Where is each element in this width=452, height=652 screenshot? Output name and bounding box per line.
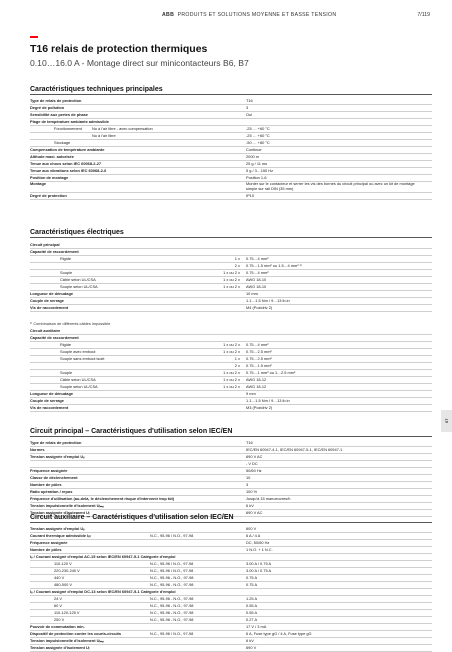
chapter-tab: 07 (441, 410, 452, 432)
row-value: 0.75…1 mm² ou 1…2.5 mm² (246, 370, 296, 375)
row-label: Classe de déclenchement (30, 475, 78, 480)
row-condition: N.C., 95-96 - N.O., 97-98 (150, 617, 194, 622)
row-value: 6 A, Fuse type gG / 4 A, Fuse type gG (246, 631, 312, 636)
row-label: Position de montage (30, 175, 69, 180)
row-quantity: 1 x ou 2 x (223, 342, 240, 347)
row-condition: N.C., 95-96 - N.O., 97-98 (150, 582, 194, 587)
row-quantity: 1 x (234, 256, 240, 261)
row-value: 0.75…4 mm² (246, 342, 269, 347)
row-value: DC, 50/60 Hz (246, 540, 270, 545)
row-value: M3 (Pozidriv 2) (246, 405, 273, 410)
row-value: IEC/EN 60947-4-1, IEC/EN 60947-5-1, IEC/EN 60947-1 (246, 447, 343, 452)
row-value: Oui (246, 112, 253, 117)
row-label: Vis de raccordement (30, 405, 69, 410)
row-value: 1.1…1.5 Nm / 9…13 lb.in (246, 398, 290, 403)
row-value: Continue (246, 147, 262, 152)
row-label: Longueur de dénudage (30, 391, 74, 396)
row-label: Sensibilité aux pertes de phase (30, 112, 88, 117)
row-value: 9 mm (246, 391, 256, 396)
row-label: Degré de pollution (30, 105, 65, 110)
row-value: 0.75…1.5 mm² ou 1.5…4 mm² ¹⁾ (246, 263, 302, 268)
table-row (30, 644, 432, 652)
row-condition: Souple (60, 270, 73, 275)
row-value: T16 (246, 440, 253, 445)
table-row (30, 304, 432, 312)
row-value: 690 V AC (246, 454, 263, 459)
row-value: Jusqu'à 15 manoeuvres/h (246, 496, 291, 501)
row-value: 600 V (246, 526, 257, 531)
row-quantity: 2 x (234, 263, 240, 268)
row-label: Fréquence d'utilisation (au-delà, le déclenchement risque d'intervenir trop tôt) (30, 496, 175, 501)
row-label: Nombre de pôles (30, 547, 62, 552)
row-value: -25 … +60 °C (246, 133, 270, 138)
row-label: 440 V (54, 575, 65, 580)
row-condition: N.C., 95-96 - N.O., 97-98 (150, 603, 194, 608)
row-label: Courant thermique admissible Iₜₕ (30, 533, 91, 538)
row-value: - V DC (246, 461, 258, 466)
row-label: 480-500 V (54, 582, 72, 587)
section-aux-circuit-title: Circuit auxiliaire – Caractéristiques d'utilisation selon IEC/EN (30, 514, 432, 523)
row-condition: Rigide (60, 256, 72, 261)
row-value: 690 V AC (246, 510, 263, 515)
row-value: 25 g / 11 ms (246, 161, 268, 166)
row-label: Pouvoir de commutation min. (30, 624, 85, 629)
row-label: Tenue aux vibrations selon IEC 60068-2-6 (30, 168, 107, 173)
row-value: 3.00 A / 0.75 A (246, 568, 272, 573)
section-general-title: Caractéristiques techniques principales (30, 86, 432, 95)
row-label: Tenue aux chocs selon IEC 60068-2-27 (30, 161, 102, 166)
row-label: Couple de serrage (30, 298, 64, 303)
row-label: Iₑ / Courant assigné d'emploi DC-13 selon IEC/EN 60947-5-1 Catégorie d'emploi (30, 589, 176, 594)
row-label: Tension impulsionnelle d'isolement Uᵢₘₚ (30, 503, 105, 508)
row-value: 6 kV (246, 503, 254, 508)
row-quantity: 1 x ou 2 x (223, 384, 240, 389)
row-label: Tension assignée d'isolement Uᵢ (30, 645, 90, 650)
row-label: Altitude maxi. autorisée (30, 154, 74, 159)
brand-label: ABB (162, 12, 175, 18)
row-value: 0.27 A (246, 617, 258, 622)
row-value: AWG 18-10 (246, 277, 267, 282)
row-value: AWG 18-12 (246, 384, 267, 389)
page-title: T16 relais de protection thermiques (30, 43, 208, 55)
row-label: 110-120 V (54, 561, 72, 566)
row-label: Normes (30, 447, 45, 452)
row-value: Position 1-6 (246, 175, 267, 180)
row-quantity: 1 x ou 2 x (223, 270, 240, 275)
row-quantity: 1 x ou 2 x (223, 277, 240, 282)
row-quantity: 1 x ou 2 x (223, 370, 240, 375)
row-condition: N.C., 95-96 / N.O., 97-98 (150, 568, 194, 573)
row-condition: N.C., 95-96 - N.O., 97-98 (150, 610, 194, 615)
row-condition: Souple selon UL/CSA (60, 284, 98, 289)
row-value: 0.55 A (246, 603, 258, 608)
section-electrical-title: Caractéristiques électriques (30, 229, 432, 238)
row-value: -25 … +60 °C (246, 126, 270, 131)
row-value: Monter sur le contacteur et serrer les vis des bornes du circuit principal ou avec un kit de montage simple sur rail DIN (35 mm) (246, 181, 415, 192)
header-section: PRODUITS ET SOLUTIONS MOYENNE ET BASSE TENSION (177, 12, 337, 18)
table-row (30, 192, 432, 200)
footnote: ¹⁾ Combinaison de différents câbles impossible (30, 321, 111, 326)
row-value: 0.75…2.5 mm² (246, 356, 272, 361)
row-quantity: 1 x ou 2 x (223, 377, 240, 382)
row-label: 110-120-125 V (54, 610, 80, 615)
page-subtitle: 0.10…16.0 A - Montage direct sur minicontacteurs B6, B7 (30, 58, 249, 68)
row-condition: Câble selon UL/CSA (60, 377, 96, 382)
row-label: 220-230-240 V (54, 568, 80, 573)
row-label: Capacité de raccordement (30, 335, 79, 340)
row-label: 250 V (54, 617, 65, 622)
row-condition: Nu à l'air libre - avec compensation (92, 126, 153, 131)
row-condition: N.C., 95-96 - N.O., 97-98 (150, 575, 194, 580)
row-value: 0.75…4 mm² (246, 270, 269, 275)
row-label: Dispositif de protection contre les courts-circuits (30, 631, 122, 636)
row-value: 0.75 A (246, 575, 258, 580)
section-main-circuit-title: Circuit principal – Caractéristiques d'utilisation selon IEC/EN (30, 428, 432, 437)
row-condition: N.C., 95-96 - N.O., 97-98 (150, 596, 194, 601)
row-label: Circuit auxiliaire (30, 328, 61, 333)
row-value: 3.00 A / 0.75 A (246, 561, 272, 566)
row-value: IP10 (246, 193, 255, 198)
row-value: 1.1…1.5 Nm / 9…13 lb.in (246, 298, 290, 303)
row-value: 100 % (246, 489, 258, 494)
row-condition: Câble selon UL/CSA (60, 277, 96, 282)
row-value: 0.75…1.5 mm² (246, 363, 272, 368)
row-condition: N.C., 95-96 / N.O., 97-98 (150, 631, 194, 636)
row-value: 1 N.O. + 1 N.C. (246, 547, 273, 552)
row-value: AWG 18-12 (246, 377, 267, 382)
row-condition: Nu à l'air libre (92, 133, 116, 138)
row-label: Degré de protection (30, 193, 67, 198)
row-label: Longueur de dénudage (30, 291, 74, 296)
row-condition: N.C., 95-96 / N.O., 97-98 (150, 533, 194, 538)
row-quantity: 1 x ou 2 x (223, 284, 240, 289)
row-label: Stockage (54, 140, 71, 145)
row-label: 24 V (54, 596, 63, 601)
row-value: 2000 m (246, 154, 259, 159)
page-header (0, 12, 452, 22)
row-label: Type de relais de protection (30, 440, 82, 445)
row-label: Fonctionnement (54, 126, 82, 131)
row-condition: N.C., 95-96 / N.O., 97-98 (150, 561, 194, 566)
row-quantity: 1 x (234, 356, 240, 361)
row-value: 5 g / 3…150 Hz (246, 168, 274, 173)
row-quantity: 1 x ou 2 x (223, 349, 240, 354)
row-value: 50/60 Hz (246, 468, 262, 473)
row-value: 10 (246, 475, 251, 480)
row-label: Tension assignée d'emploi Uₑ (30, 526, 85, 531)
row-label: Vis de raccordement (30, 305, 69, 310)
row-value: 10 mm (246, 291, 258, 296)
row-value: 3 (246, 482, 249, 487)
row-value: 0.75…4 mm² (246, 256, 269, 261)
row-value: 3 (246, 105, 249, 110)
row-value: 0.75 A (246, 582, 258, 587)
row-condition: Souple selon UL/CSA (60, 384, 98, 389)
row-label: Circuit principal (30, 242, 60, 247)
row-label: Fréquence assignée (30, 540, 68, 545)
row-value: -50 … +80 °C (246, 140, 270, 145)
row-label: Type de relais de protection (30, 98, 82, 103)
row-value: 6 A / 4 A (246, 533, 261, 538)
row-value: 0.55 A (246, 610, 258, 615)
row-label: Nombre de pôles (30, 482, 62, 487)
row-value: T16 (246, 98, 253, 103)
row-label: Ratio opération / repos (30, 489, 73, 494)
row-condition: Souple sans embout isolé (60, 356, 105, 361)
row-value: AWG 18-10 (246, 284, 267, 289)
row-label: Fréquence assignée (30, 468, 68, 473)
row-condition: Souple (60, 370, 73, 375)
row-value: 690 V (246, 645, 257, 650)
row-label: Tension impulsionnelle d'isolement Uᵢₘₚ (30, 638, 105, 643)
row-condition: Souple avec embout (60, 349, 96, 354)
row-quantity: 2 x (234, 363, 240, 368)
row-value: 17 V / 3 mA (246, 624, 267, 629)
row-value: 6 kV (246, 638, 254, 643)
row-condition: Rigide (60, 342, 72, 347)
row-value: 0.75…2.5 mm² (246, 349, 272, 354)
row-label: 60 V (54, 603, 63, 608)
row-label: Montage (30, 181, 46, 186)
row-label: Iₑ / Courant assigné d'emploi AC-15 selon IEC/EN 60947-5-1 Catégorie d'emploi (30, 554, 176, 559)
row-label: Capacité de raccordement (30, 249, 79, 254)
row-label: Tension assignée d'isolement Uᵢ (30, 510, 90, 515)
row-label: Couple de serrage (30, 398, 64, 403)
header-text (162, 12, 336, 18)
table-row (30, 404, 432, 412)
row-label: Tension assignée d'emploi Uₑ (30, 454, 85, 459)
accent-mark (30, 36, 38, 38)
page-number: 7/119 (417, 12, 430, 18)
row-value: M4 (Pozidriv 2) (246, 305, 273, 310)
row-value: 1.25 A (246, 596, 258, 601)
row-label: Plage de température ambiante admissible (30, 119, 109, 124)
row-label: Compensation de température ambiante (30, 147, 105, 152)
